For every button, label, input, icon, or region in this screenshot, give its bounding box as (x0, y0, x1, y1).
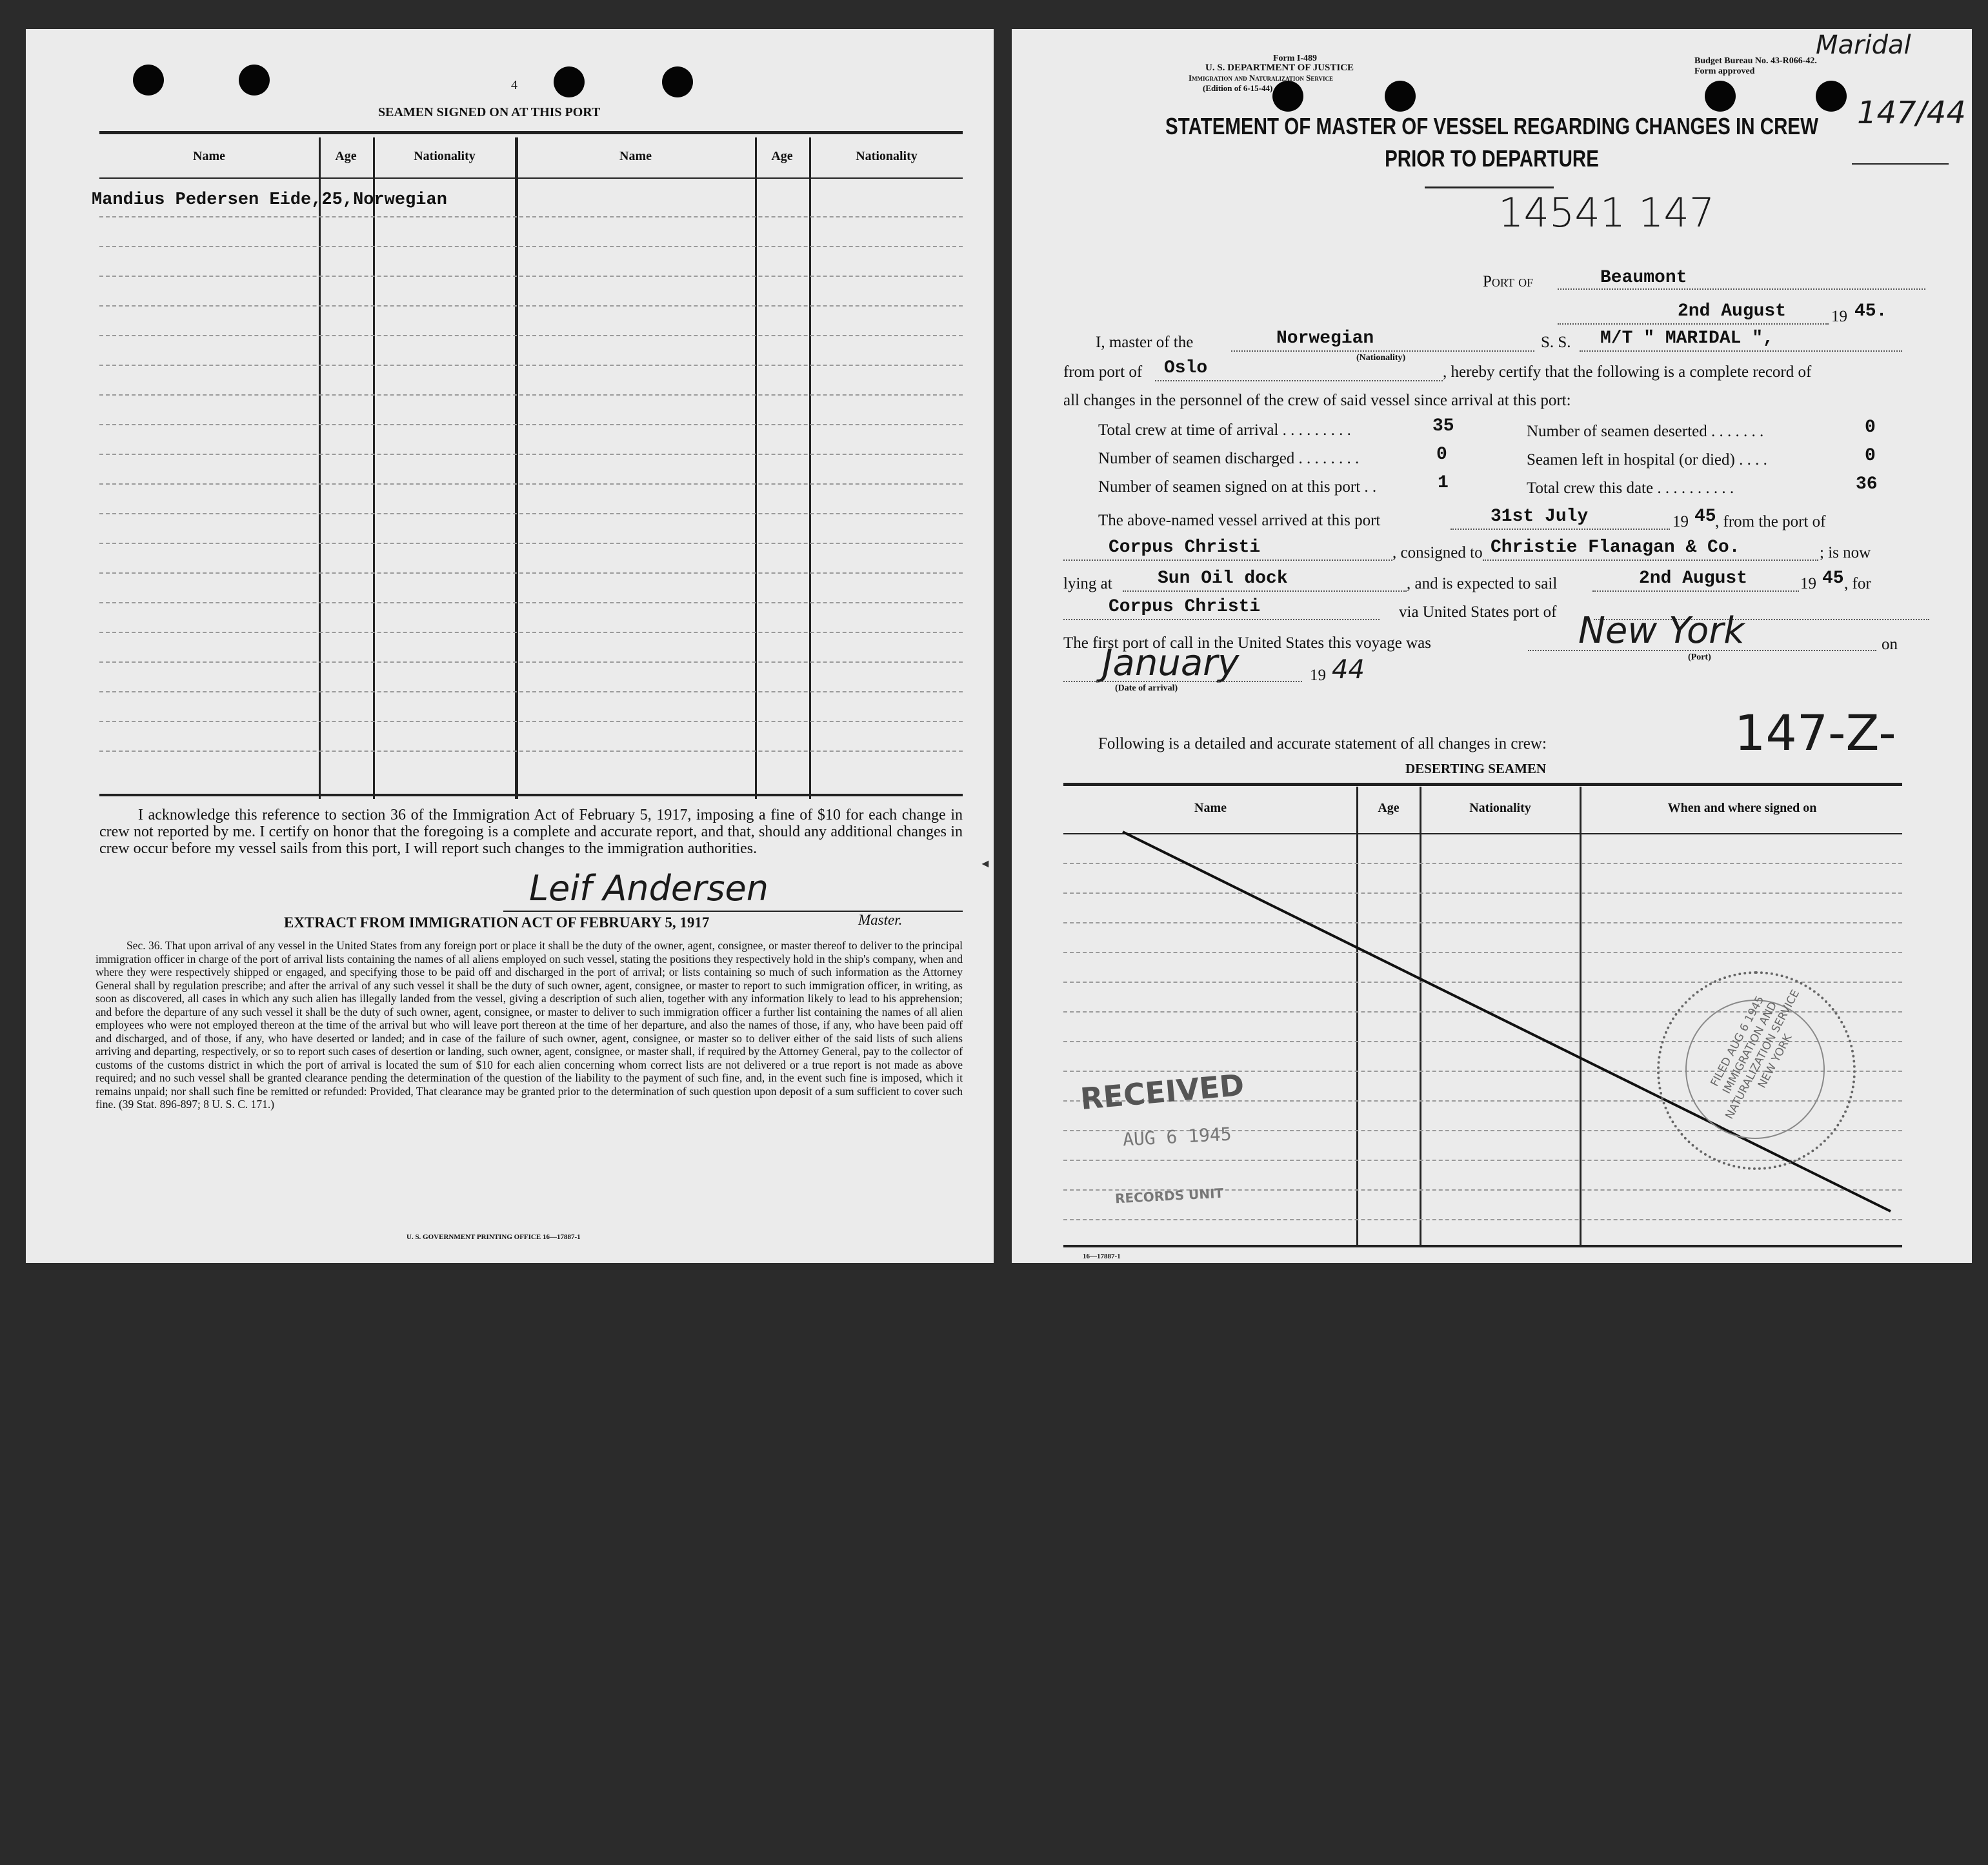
center-mark: ◄ (979, 857, 991, 870)
form-title-line2: PRIOR TO DEPARTURE (1385, 145, 1599, 172)
arrived-date: 31st July (1491, 507, 1589, 527)
consignee-value: Christie Flanagan & Co. (1491, 538, 1740, 558)
master-of-label: I, master of the (1096, 334, 1194, 351)
page-number: 4 (511, 78, 517, 92)
col-header-nationality: Nationality (414, 149, 476, 163)
punch-hole (662, 66, 693, 97)
statement-date: 2nd August (1678, 301, 1787, 321)
discharged-label: Number of seamen discharged . . . . . . . . (1098, 450, 1360, 467)
sail-date: 2nd August (1639, 569, 1748, 589)
deserted-count: 0 (1865, 418, 1876, 438)
deserting-title: DESERTING SEAMEN (1405, 761, 1547, 776)
first-port-label: The first port of call in the United States this voyage was (1063, 634, 1432, 652)
port-of-label: Port of (1483, 273, 1534, 290)
row-line (99, 483, 963, 485)
footer-code: 16—17887-1 (1083, 1253, 1121, 1260)
column-divider (755, 137, 757, 799)
seaman-age: 25 (321, 190, 343, 210)
row-line (99, 602, 963, 603)
first-year-prefix: 19 (1310, 667, 1326, 684)
for-label: , for (1844, 575, 1871, 592)
column-divider (373, 137, 375, 799)
arrived-label: The above-named vessel arrived at this port (1098, 512, 1381, 529)
port-of-value: Beaumont (1600, 268, 1687, 288)
col-header-nationality-2: Nationality (856, 149, 918, 163)
column-divider (809, 137, 811, 799)
total-today-label: Total crew this date . . . . . . . . . . (1527, 479, 1734, 497)
right-page (1012, 29, 1972, 1263)
row-line (99, 543, 963, 544)
received-stamp: RECEIVED (1079, 1067, 1246, 1116)
certify-text-2: all changes in the personnel of the crew of said vessel since arrival at this port: (1063, 392, 1571, 409)
handwritten-147z: 147-Z- (1734, 704, 1896, 761)
records-unit-stamp: RECORDS UNIT (1114, 1185, 1224, 1207)
table-row: Mandius Pedersen Eide,25,Norwegian (92, 190, 447, 210)
nationality-label: (Nationality) (1356, 353, 1406, 363)
department: U. S. DEPARTMENT OF JUSTICE (1205, 63, 1354, 73)
is-now-label: ; is now (1820, 544, 1871, 561)
circle-stamp-text: FILED AUG 6 1945 IMMIGRATION AND NATURALIZATION SERVICE NEW YORK (1708, 987, 1803, 1122)
sail-year-prefix: 19 (1800, 575, 1816, 592)
budget-bureau: Budget Bureau No. 43-R066-42. (1694, 56, 1817, 66)
row-line (99, 572, 963, 574)
on-label: on (1882, 636, 1898, 653)
printer-line: U. S. GOVERNMENT PRINTING OFFICE 16—17887-1 (407, 1233, 581, 1241)
date-of-arrival-label: (Date of arrival) (1115, 683, 1178, 693)
row-line (99, 424, 963, 425)
consigned-label: , consigned to (1392, 544, 1483, 561)
row-line (99, 513, 963, 514)
handwritten-reference: 147/44 (1857, 95, 1966, 131)
table-top-rule (99, 131, 963, 134)
port-small-label: (Port) (1688, 652, 1711, 662)
punch-hole (239, 65, 270, 96)
year-prefix: 19 (1831, 308, 1847, 325)
arrived-year-prefix: 19 (1672, 513, 1689, 530)
following-label: Following is a detailed and accurate statement of all changes in crew: (1098, 735, 1547, 752)
acknowledgement-text: I acknowledge this reference to section 36 of the Immigration Act of February 5, 1917, imposing a fine of $10 for each change in crew not reported by me. I certify on honor that the foregoing is a complete and accurate report, and that, should any additional changes in crew occur before my vessel sails from this port, I will report such changes to the immigration authorities. (99, 807, 963, 857)
col-header-name: Name (193, 149, 225, 163)
row-line (99, 691, 963, 692)
row-line (99, 751, 963, 752)
total-crew-arrival-label: Total crew at time of arrival . . . . . . . . . (1098, 421, 1351, 439)
certify-text: , hereby certify that the following is a complete record of (1443, 363, 1812, 381)
first-port-value: New York (1578, 610, 1745, 652)
from-port-value: Oslo (1164, 358, 1208, 378)
sail-year: 45 (1822, 569, 1844, 589)
row-line (99, 632, 963, 633)
deserting-col-age: Age (1378, 801, 1400, 815)
row-line (99, 246, 963, 247)
deserting-col-name: Name (1194, 801, 1227, 815)
edition: (Edition of 6-15-44) (1203, 83, 1273, 93)
expected-label: , and is expected to sail (1407, 575, 1558, 592)
punch-hole (554, 66, 585, 97)
hospital-label: Seamen left in hospital (or died) . . . . (1527, 451, 1767, 469)
row-line (99, 335, 963, 336)
row-line (99, 305, 963, 307)
row-line (99, 216, 963, 217)
seaman-name: Mandius Pedersen Eide (92, 190, 312, 210)
handwritten-numbers: 14541 147 (1498, 189, 1715, 236)
handwritten-vessel-name: Maridal (1816, 30, 1911, 60)
via-label: via United States port of (1399, 603, 1557, 621)
first-year: 44 (1332, 655, 1365, 685)
form-title: STATEMENT OF MASTER OF VESSEL REGARDING CHANGES IN CREW (1165, 113, 1818, 139)
first-arrival-date: January (1102, 642, 1240, 684)
header-rule (99, 177, 963, 179)
row-line (99, 661, 963, 663)
column-divider (515, 137, 518, 799)
hospital-count: 0 (1865, 446, 1876, 466)
ss-label: S. S. (1541, 334, 1571, 351)
destination-value: Corpus Christi (1109, 597, 1261, 617)
arrived-from-value: Corpus Christi (1109, 538, 1261, 558)
form-number: Form I-489 (1273, 54, 1318, 63)
discharged-count: 0 (1436, 445, 1447, 465)
extract-title: EXTRACT FROM IMMIGRATION ACT OF FEBRUARY 5, 1917 (284, 914, 710, 931)
deserting-col-signed-on: When and where signed on (1667, 801, 1817, 815)
signed-on-label: Number of seamen signed on at this port . . (1098, 478, 1377, 496)
master-signature: Leif Andersen (529, 868, 768, 909)
from-port-label: from port of (1063, 363, 1143, 381)
row-line (99, 721, 963, 722)
lying-at-label: lying at (1063, 575, 1112, 592)
total-crew-arrival: 35 (1432, 416, 1454, 436)
col-header-age-2: Age (771, 149, 793, 163)
row-line (99, 365, 963, 366)
col-header-name-2: Name (619, 149, 652, 163)
table-bottom-rule (99, 794, 963, 796)
row-line (99, 394, 963, 396)
signed-on-count: 1 (1438, 473, 1449, 493)
extract-text: Sec. 36. That upon arrival of any vessel in the United States from any foreign port or place it shall be the duty of the owner, agent, consignee, or master thereof to deliver to the principal immigration officer in charge of the port of arrival lists containing the names of all aliens employed on such vessel, stating the positions they respectively hold in the ship's company, when and where they were respectively shipped or engaged, and specifying those to be paid off and discharged in the port of arrival; or lists containing so much of such information as the Attorney General shall by regulation prescribe; and after the arrival of any such vessel it shall be the duty of such owner, agent, consignee, or master to report to such immigration officer, in writing, as soon as discovered, all cases in which any such alien has illegally landed from the vessel, giving a description of such alien, together with any information likely to lead to his apprehension; and before the departure of any such vessel it shall be the duty of such owner, agent, consignee, or master to deliver to such immigration officer a further list containing the names of all alien employees who were not employed thereon at the time of the arrival but who will leave port thereon at the time of her departure, and also the names of those, if any, who have been paid off and discharged, and of those, if any, who have deserted or landed; and in case of the failure of such owner, agent, consignee, or master so to deliver either of the said lists of such aliens arriving and departing, respectively, or so to report such cases of desertion or landing, such owner, agent, consignee, or master shall, if required by the Attorney General, pay to the collector of customs of the customs district in which the port of arrival is located the sum of $10 for each alien concerning whom correct lists are not delivered or a true report is not made as above required; and no such vessel shall be granted clearance pending the determination of the question of the liability to the payment of such fine, and, in the event such fine is imposed, which it remains unpaid; nor shall such fine be remitted or refunded: Provided, That clearance may be granted prior to the determination of such question upon deposit of a sum sufficient to cover such fine. (39 Stat. 896-897; 8 U. S. C. 171.) (95, 939, 963, 1111)
master-label: Master. (858, 912, 903, 928)
deserted-label: Number of seamen deserted . . . . . . . (1527, 423, 1764, 440)
row-line (99, 454, 963, 455)
received-date-stamp: AUG 6 1945 (1122, 1123, 1232, 1151)
form-approved: Form approved (1694, 66, 1755, 76)
total-today-count: 36 (1856, 474, 1878, 494)
left-page (26, 29, 994, 1263)
col-header-age: Age (335, 149, 357, 163)
lying-at-value: Sun Oil dock (1158, 569, 1288, 589)
punch-hole (133, 65, 164, 96)
row-line (99, 276, 963, 277)
circular-date-stamp (1657, 971, 1856, 1170)
vessel-name: M/T " MARIDAL ", (1600, 328, 1774, 348)
from-the-port-label: , from the port of (1715, 513, 1826, 530)
nationality-value: Norwegian (1276, 328, 1374, 348)
service: Immigration and Naturalization Service (1188, 73, 1334, 83)
section-title: SEAMEN SIGNED ON AT THIS PORT (378, 105, 601, 119)
arrived-year: 45 (1694, 507, 1716, 527)
column-divider (319, 137, 321, 799)
statement-year: 45. (1854, 301, 1887, 321)
deserting-col-nationality: Nationality (1469, 801, 1531, 815)
seaman-nationality: Norwegian (353, 190, 447, 210)
